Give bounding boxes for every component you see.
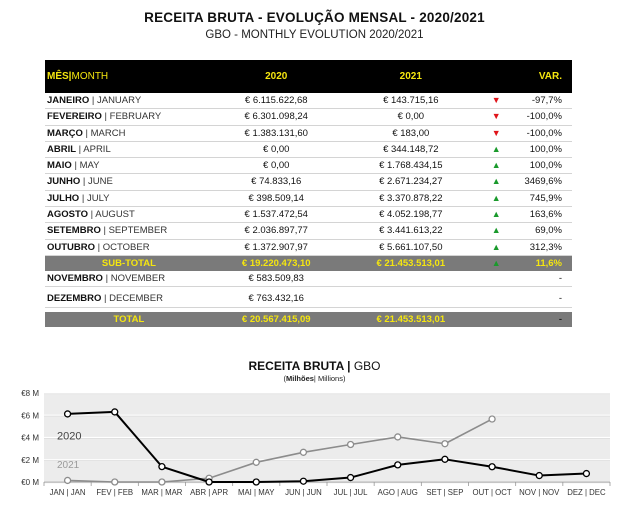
subtotal-2020: € 19.220.473,10 xyxy=(213,255,340,271)
month-en: JANUARY xyxy=(96,95,142,106)
month-cell xyxy=(45,271,213,287)
variation: - xyxy=(511,271,572,287)
month-pt: JULHO xyxy=(47,192,80,204)
data-point-2021 xyxy=(65,477,71,483)
table-row xyxy=(45,190,572,206)
value-2021 xyxy=(340,291,482,307)
value-2021: € 344.148,72 xyxy=(340,141,482,157)
month-cell xyxy=(45,190,213,206)
month-pt: MAIO xyxy=(47,160,72,172)
trend-cell xyxy=(482,109,511,125)
x-tick-label: NOV | NOV xyxy=(519,488,560,497)
month-cell xyxy=(45,207,213,223)
subtotal-label: SUB-TOTAL xyxy=(45,255,213,271)
value-2020: € 763.432,16 xyxy=(213,291,340,307)
month-cell xyxy=(45,109,213,125)
variation: 163,6% xyxy=(511,207,572,223)
total-label: TOTAL xyxy=(45,312,213,327)
value-2021: € 3.370.878,22 xyxy=(340,190,482,206)
trend-up-icon: ▲ xyxy=(491,192,501,203)
month-cell xyxy=(45,291,213,307)
value-2020: € 1.537.472,54 xyxy=(213,207,340,223)
value-2020: € 74.833,16 xyxy=(213,174,340,190)
value-2020: € 1.372.907,97 xyxy=(213,239,340,255)
table-row xyxy=(45,109,572,125)
variation: 100,0% xyxy=(511,141,572,157)
revenue-table xyxy=(45,60,572,327)
x-tick-label: OUT | OCT xyxy=(472,488,512,497)
y-tick-label: €0 M xyxy=(21,478,39,487)
data-point-2020 xyxy=(395,462,401,468)
page-title: RECEITA BRUTA - EVOLUÇÃO MENSAL - 2020/2021 xyxy=(144,10,485,25)
chart-subtitle: (Milhões| Millions) xyxy=(283,374,346,383)
value-2021: € 2.671.234,27 xyxy=(340,174,482,190)
total-2020: € 20.567.415,09 xyxy=(213,312,340,327)
variation: 69,0% xyxy=(511,223,572,239)
month-separator: | xyxy=(76,143,84,155)
chart-subtitle-bold: Milhões xyxy=(286,374,314,383)
data-point-2021 xyxy=(442,441,448,447)
header-arrow xyxy=(482,60,511,93)
value-2020: € 0,00 xyxy=(213,141,340,157)
chart-title-suffix: GBO xyxy=(353,359,381,373)
table-row xyxy=(45,291,572,307)
month-cell xyxy=(45,158,213,174)
x-tick-label: AGO | AUG xyxy=(377,488,418,497)
data-point-2020 xyxy=(583,471,589,477)
variation: -100,0% xyxy=(511,125,572,141)
month-cell xyxy=(45,223,213,239)
value-2021: € 183,00 xyxy=(340,125,482,141)
month-en: MAY xyxy=(79,160,100,172)
header-2021: 2021 xyxy=(340,60,482,93)
x-tick-label: JUN | JUN xyxy=(285,488,322,497)
trend-up-icon: ▲ xyxy=(491,257,501,268)
table-header-row xyxy=(45,60,572,93)
value-2020: € 6.301.098,24 xyxy=(213,109,340,125)
month-pt: JANEIRO xyxy=(47,95,90,106)
value-2021: € 0,00 xyxy=(340,109,482,125)
month-cell xyxy=(45,93,213,109)
month-en: DECEMBER xyxy=(109,293,163,305)
revenue-line-chart xyxy=(0,385,629,511)
subtotal-row xyxy=(45,255,572,271)
month-separator: | xyxy=(89,95,97,106)
variation: 745,9% xyxy=(511,190,572,206)
trend-cell xyxy=(482,190,511,206)
data-point-2021 xyxy=(348,442,354,448)
table-row xyxy=(45,125,572,141)
trend-up-icon: ▲ xyxy=(491,143,501,154)
trend-cell xyxy=(482,239,511,255)
chart-title-main: RECEITA BRUTA xyxy=(248,359,344,373)
month-pt: JUNHO xyxy=(47,176,81,188)
y-tick-label: €2 M xyxy=(21,455,39,465)
month-cell xyxy=(45,174,213,190)
data-point-2021 xyxy=(300,449,306,455)
x-tick-label: MAR | MAR xyxy=(141,488,183,497)
total-var: - xyxy=(511,312,572,327)
value-2021: € 143.715,16 xyxy=(340,93,482,109)
subtotal-var: 11,6% xyxy=(511,255,572,271)
month-separator: | xyxy=(100,225,109,237)
series-label-2020: 2020 xyxy=(57,430,82,443)
variation: -97,7% xyxy=(511,93,572,109)
y-tick-label: €8 M xyxy=(21,389,39,398)
table-row xyxy=(45,223,572,239)
page-subtitle: GBO - MONTHLY EVOLUTION 2020/2021 xyxy=(205,29,424,41)
x-tick-label: SET | SEP xyxy=(426,488,464,497)
x-tick-label: JUL | JUL xyxy=(333,488,368,497)
month-en: FEBRUARY xyxy=(109,111,162,123)
trend-cell xyxy=(482,125,511,141)
month-pt: SETEMBRO xyxy=(47,225,101,237)
trend-up-icon: ▲ xyxy=(491,160,501,171)
month-cell xyxy=(45,125,213,141)
trend-cell xyxy=(482,93,511,109)
x-tick-label: JAN | JAN xyxy=(49,488,86,497)
data-point-2020 xyxy=(348,475,354,481)
value-2020: € 583.509,83 xyxy=(213,271,340,287)
chart-title xyxy=(0,359,629,373)
value-2021: € 4.052.198,77 xyxy=(340,207,482,223)
data-point-2020 xyxy=(536,473,542,479)
month-pt: AGOSTO xyxy=(47,209,88,221)
x-tick-label: ABR | APR xyxy=(190,488,229,497)
trend-down-icon: ▼ xyxy=(491,127,501,138)
subtotal-2021: € 21.453.513,01 xyxy=(340,255,482,271)
month-separator: | xyxy=(95,241,103,253)
month-en: NOVEMBER xyxy=(110,272,166,284)
value-2020: € 2.036.897,77 xyxy=(213,223,340,239)
data-point-2020 xyxy=(253,479,259,485)
month-en: JUNE xyxy=(88,176,113,188)
value-2020: € 1.383.131,60 xyxy=(213,125,340,141)
total-row xyxy=(45,312,572,327)
month-pt: NOVEMBRO xyxy=(47,272,103,284)
trend-up-icon: ▲ xyxy=(491,176,501,187)
data-point-2021 xyxy=(159,479,165,485)
data-point-2020 xyxy=(442,456,448,462)
trend-up-icon: ▲ xyxy=(491,241,501,252)
month-cell xyxy=(45,239,213,255)
trend-cell xyxy=(482,141,511,157)
data-point-2020 xyxy=(159,464,165,470)
data-point-2020 xyxy=(65,411,71,417)
header-month xyxy=(45,60,213,93)
variation: -100,0% xyxy=(511,109,572,125)
trend-up-icon: ▲ xyxy=(491,209,501,220)
header-separator: | xyxy=(68,71,72,82)
value-2021: € 3.441.613,22 xyxy=(340,223,482,239)
value-2020: € 6.115.622,68 xyxy=(213,93,340,109)
variation: 3469,6% xyxy=(511,174,572,190)
subtotal-trend xyxy=(482,255,511,271)
variation: 312,3% xyxy=(511,239,572,255)
month-separator: | xyxy=(101,111,110,123)
data-point-2021 xyxy=(253,459,259,465)
month-en: JULY xyxy=(86,192,110,204)
month-separator: | xyxy=(71,160,80,172)
month-separator: | xyxy=(101,293,110,305)
data-point-2020 xyxy=(489,464,495,470)
month-en: APRIL xyxy=(83,143,111,155)
variation: - xyxy=(511,291,572,307)
header-2020: 2020 xyxy=(213,60,340,93)
table-row xyxy=(45,174,572,190)
month-en: MARCH xyxy=(90,127,126,139)
y-tick-label: €6 M xyxy=(21,411,39,421)
trend-up-icon: ▲ xyxy=(491,225,501,236)
table-row xyxy=(45,207,572,223)
data-point-2020 xyxy=(112,409,118,415)
month-separator: | xyxy=(79,192,87,204)
trend-down-icon: ▼ xyxy=(491,111,501,122)
table-row xyxy=(45,271,572,287)
trend-cell xyxy=(482,223,511,239)
month-separator: | xyxy=(82,127,91,139)
month-pt: ABRIL xyxy=(47,143,77,155)
value-2020: € 0,00 xyxy=(213,158,340,174)
month-en: SEPTEMBER xyxy=(108,225,168,237)
chart-subtitle-rest: Millions xyxy=(317,374,343,383)
total-trend xyxy=(482,312,511,327)
month-en: OCTOBER xyxy=(102,241,150,253)
table-row xyxy=(45,239,572,255)
trend-down-icon: ▼ xyxy=(491,95,501,105)
data-point-2020 xyxy=(300,478,306,484)
value-2021: € 1.768.434,15 xyxy=(340,158,482,174)
data-point-2021 xyxy=(489,416,495,422)
month-pt: DEZEMBRO xyxy=(47,293,102,305)
trend-cell xyxy=(482,207,511,223)
month-separator: | xyxy=(80,176,89,188)
x-tick-label: FEV | FEB xyxy=(96,488,134,497)
table-row xyxy=(45,93,572,109)
header-month-en: MONTH xyxy=(71,71,109,82)
variation: 100,0% xyxy=(511,158,572,174)
month-pt: OUTUBRO xyxy=(47,241,96,253)
table-row xyxy=(45,141,572,157)
total-2021: € 21.453.513,01 xyxy=(340,312,482,327)
month-en: AUGUST xyxy=(95,209,135,221)
y-tick-label: €4 M xyxy=(21,433,39,443)
trend-cell xyxy=(482,291,511,307)
value-2020: € 398.509,14 xyxy=(213,190,340,206)
x-tick-label: DEZ | DEC xyxy=(567,488,606,497)
month-separator: | xyxy=(102,272,111,284)
value-2021 xyxy=(340,271,482,287)
data-point-2020 xyxy=(206,479,212,485)
x-tick-label: MAI | MAY xyxy=(237,488,275,497)
month-cell xyxy=(45,141,213,157)
trend-cell xyxy=(482,174,511,190)
header-month-pt: MÊS xyxy=(47,71,69,82)
month-separator: | xyxy=(88,209,96,221)
month-pt: FEVEREIRO xyxy=(47,111,102,123)
trend-cell xyxy=(482,271,511,287)
header-var: VAR. xyxy=(511,60,572,93)
series-label-2021: 2021 xyxy=(57,460,80,472)
value-2021: € 5.661.107,50 xyxy=(340,239,482,255)
data-point-2021 xyxy=(395,434,401,440)
chart-title-separator: | xyxy=(343,359,354,373)
table-row xyxy=(45,158,572,174)
month-pt: MARÇO xyxy=(47,127,83,139)
trend-cell xyxy=(482,158,511,174)
data-point-2021 xyxy=(112,479,118,485)
